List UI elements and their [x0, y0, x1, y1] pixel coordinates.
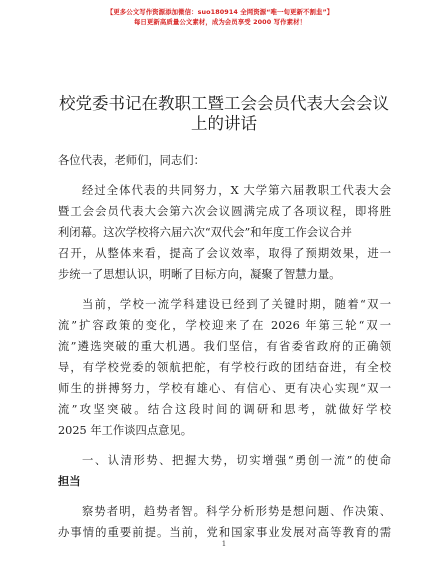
paragraph-2-line: 2025 年工作谈四点意见。	[58, 424, 193, 437]
paragraph-1-line: 经过全体代表的共同努力，X 大学第六届教职工代表大会	[82, 184, 391, 197]
document-title-line-2: 上的讲话	[191, 114, 257, 133]
paragraph-2-line: 导，有学校党委的领航把舵，有学校行政的团结奋进，有全校	[58, 361, 391, 374]
promo-banner-line-2: 每日更新高质量公文素材，成为会员享受 2000 写作素材！	[133, 18, 307, 26]
document-title-line-1: 校党委书记在教职工暨工会会员代表大会会议	[59, 94, 389, 113]
paragraph-2-line: 流”攻坚突破。结合这段时间的调研和思考，就做好学校	[58, 403, 391, 416]
paragraph-1-line: 利闭幕。这次学校将六届六次“双代会”和年度工作会议合并	[58, 226, 352, 239]
paragraph-2-line: 流”遴选突破的重大机遇。我们坚信，有省委省政府的正确领	[58, 340, 391, 353]
paragraph-1-line: 暨工会会员代表大会第六次会议圆满完成了各项议程，即将胜	[58, 205, 391, 218]
page-number: 1	[221, 540, 227, 548]
paragraph-2-line: 当前，学校一流学科建设已经到了关键时期，随着“双一	[82, 298, 391, 311]
paragraph-2-line: 师生的拼搏努力，学校有雄心、有信心、更有决心实现“双一	[58, 382, 391, 395]
paragraph-3-line: 察势者明，趋势者智。科学分析形势是想问题、作决策、	[82, 505, 391, 518]
greeting: 各位代表，老师们，同志们：	[58, 154, 205, 167]
paragraph-1-line: 步统一了思想认识，明晰了目标方向，凝聚了智慧力量。	[58, 268, 341, 281]
promo-banner-line-1: 【更多公文写作资源添加微信：suo180914 全网资源“唯一旬更新不割韭”】	[106, 8, 334, 16]
section-heading-1-line: 一、认清形势、把握大势，切实增强“勇创一流”的使命	[82, 454, 391, 467]
paragraph-2-line: 流”扩容政策的变化，学校迎来了在 2026 年第三轮“双一	[58, 319, 391, 332]
section-heading-1-line: 担当	[58, 474, 81, 488]
paragraph-3-line: 办事情的重要前提。当前，党和国家事业发展对高等教育的需	[58, 526, 391, 539]
paragraph-1-line: 召开，从整体来看，提高了会议效率，取得了预期效果，进一	[58, 247, 391, 260]
